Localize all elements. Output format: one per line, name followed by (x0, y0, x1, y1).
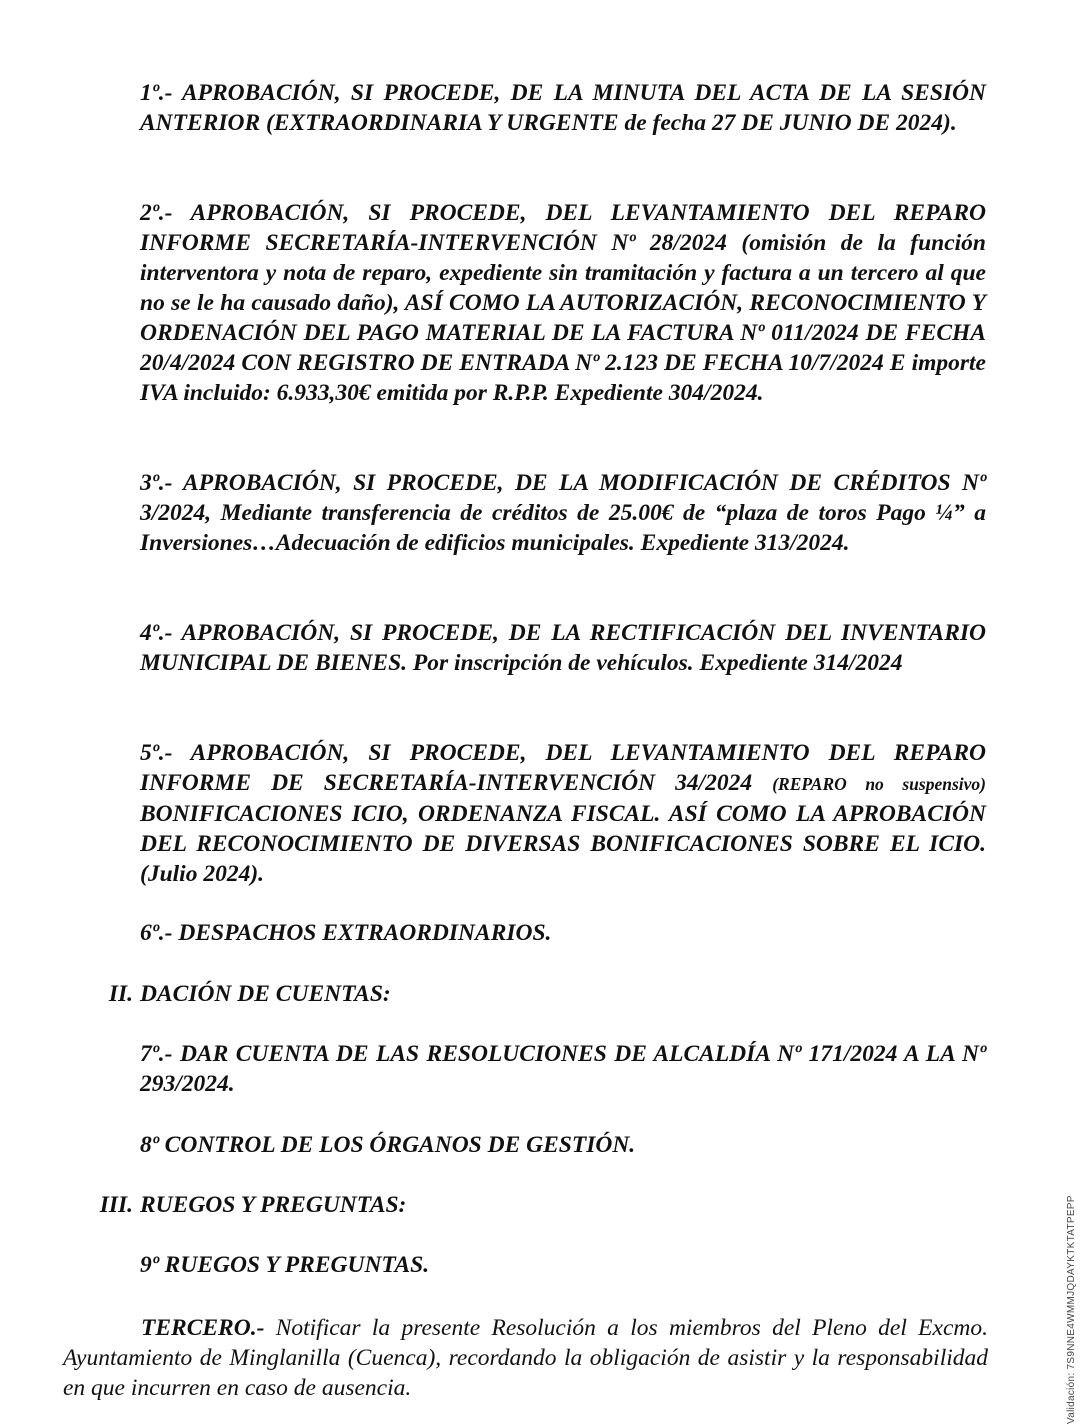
agenda-item-5-rest: BONIFICACIONES ICIO, ORDENANZA FISCAL. ASÍ COMO LA APROBACIÓN DEL RECONOCIMIENTO DE DIVERSAS BONIFICACIONES SOBRE EL ICIO. (Julio 2024). (140, 801, 986, 887)
agenda-item-4: 4º.- APROBACIÓN, SI PROCEDE, DE LA RECTIFICACIÓN DEL INVENTARIO MUNICIPAL DE BIENES. Por inscripción de vehículos. Expediente 314/2024 (140, 620, 986, 676)
section-title: DACIÓN DE CUENTAS: (140, 981, 391, 1007)
validation-watermark (1064, 1144, 1078, 1424)
section-title: RUEGOS Y PREGUNTAS: (140, 1192, 407, 1218)
closing-text: Notificar la presente Resolución a los miembros del Pleno del Excmo. Ayuntamiento de Minglanilla (Cuenca), recordando la obligación de asistir y la responsabilidad en que incurren en caso de ausencia. (63, 1315, 988, 1401)
agenda-item-5 (140, 738, 986, 889)
section-number: II. (108, 981, 133, 1007)
closing-lead: TERCERO.- (141, 1315, 265, 1341)
agenda-item-6: 6º.- DESPACHOS EXTRAORDINARIOS. (140, 920, 552, 946)
agenda-item-1: 1º.- APROBACIÓN, SI PROCEDE, DE LA MINUTA DEL ACTA DE LA SESIÓN ANTERIOR (EXTRAORDINARIA Y URGENTE de fecha 27 DE JUNIO DE 2024). (140, 80, 986, 136)
agenda-item-9: 9º RUEGOS Y PREGUNTAS. (140, 1252, 430, 1278)
agenda-item-5-note: (REPARO no suspensivo) (772, 774, 986, 794)
agenda-item-5-main: 5º.- APROBACIÓN, SI PROCEDE, DEL LEVANTAMIENTO DEL REPARO INFORME DE SECRETARÍA-INTERVENCIÓN 34/2024 (140, 740, 986, 796)
validation-code: Validación: 7S9NNE4WMMJQDAYKTKTATPEPP (1066, 1195, 1077, 1424)
agenda-item-7: 7º.- DAR CUENTA DE LAS RESOLUCIONES DE ALCALDÍA Nº 171/2024 A LA Nº 293/2024. (140, 1041, 986, 1097)
agenda-item-3: 3º.- APROBACIÓN, SI PROCEDE, DE LA MODIFICACIÓN DE CRÉDITOS Nº 3/2024, Mediante transferencia de créditos de 25.00€ de “plaza de toros Pago ¼” a Inversiones…Adecuación de edificios municipales. Expediente 313/2024. (140, 470, 986, 556)
closing-paragraph (63, 1313, 988, 1403)
section-number: III. (99, 1192, 133, 1218)
agenda-item-2: 2º.- APROBACIÓN, SI PROCEDE, DEL LEVANTAMIENTO DEL REPARO INFORME SECRETARÍA-INTERVENCIÓN Nº 28/2024 (omisión de la función interventora y nota de reparo, expediente sin tramitación y factura a un tercero al que no se le ha causado daño), ASÍ COMO LA AUTORIZACIÓN, RECONOCIMIENTO Y ORDENACIÓN DEL PAGO MATERIAL DE LA FACTURA Nº 011/2024 DE FECHA 20/4/2024 CON REGISTRO DE ENTRADA Nº 2.123 DE FECHA 10/7/2024 E importe IVA incluido: 6.933,30€ emitida por R.P.P. Expediente 304/2024. (140, 200, 986, 406)
agenda-item-8: 8º CONTROL DE LOS ÓRGANOS DE GESTIÓN. (140, 1132, 636, 1158)
